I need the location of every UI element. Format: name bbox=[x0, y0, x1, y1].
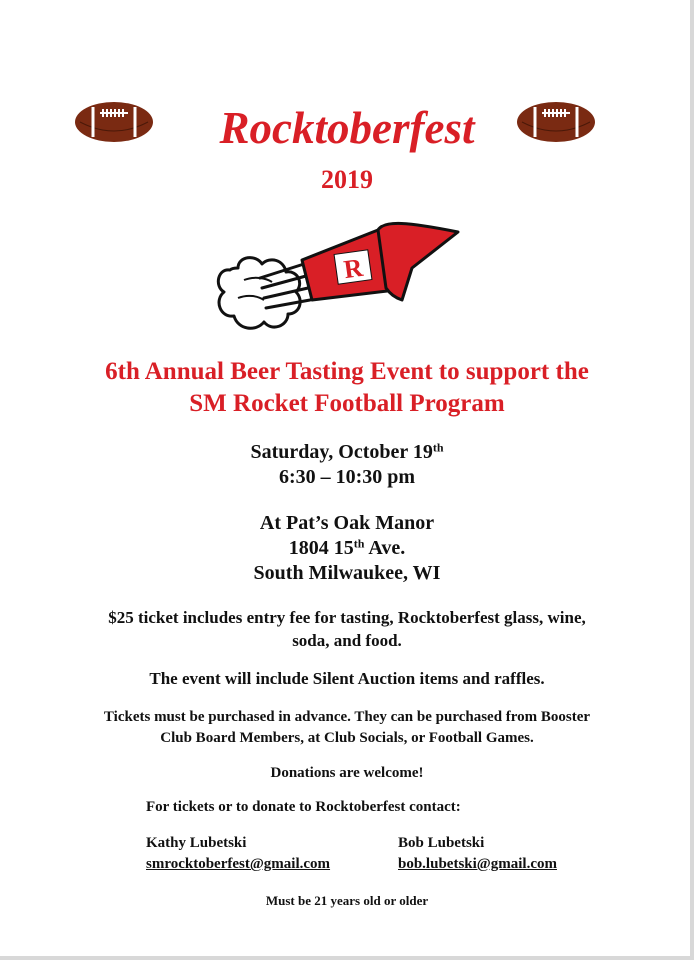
event-title: Rocktoberfest bbox=[219, 103, 475, 153]
street-address: 1804 15th Ave. bbox=[288, 536, 406, 559]
event-date bbox=[0, 440, 694, 490]
logo-letter: R bbox=[341, 252, 365, 285]
ticket-info: $25 ticket includes entry fee for tasting, Rocktoberfest glass, wine, soda, and food. bbox=[108, 608, 586, 650]
contact-kathy bbox=[146, 833, 330, 875]
headline bbox=[0, 356, 694, 420]
event-year: 2019 bbox=[321, 165, 373, 194]
contact-heading: For tickets or to donate to Rocktoberfest contact: bbox=[146, 799, 461, 815]
contact-name: Kathy Lubetski bbox=[146, 835, 247, 851]
headline-line-2: SM Rocket Football Program bbox=[189, 390, 505, 417]
event-day: Saturday, October 19th bbox=[250, 440, 444, 463]
headline-line-1: 6th Annual Beer Tasting Event to support the bbox=[105, 358, 589, 385]
contact-name: Bob Lubetski bbox=[398, 835, 485, 851]
auction-info: The event will include Silent Auction items and raffles. bbox=[149, 669, 545, 688]
event-time: 6:30 – 10:30 pm bbox=[278, 466, 416, 488]
age-notice: Must be 21 years old or older bbox=[265, 893, 429, 908]
venue-name: At Pat’s Oak Manor bbox=[259, 512, 435, 534]
city: South Milwaukee, WI bbox=[253, 562, 441, 584]
megaphone-icon bbox=[208, 218, 464, 342]
contact-email-link[interactable]: bob.lubetski@gmail.com bbox=[398, 856, 557, 872]
donations-note: Donations are welcome! bbox=[270, 765, 424, 781]
event-location bbox=[0, 511, 694, 586]
contact-email-link[interactable]: smrocktoberfest@gmail.com bbox=[146, 856, 331, 872]
purchase-info: Tickets must be purchased in advance. They can be purchased from Booster Club Board Members, at Club Socials, or Football Games. bbox=[103, 709, 591, 746]
contact-bob bbox=[398, 833, 557, 875]
